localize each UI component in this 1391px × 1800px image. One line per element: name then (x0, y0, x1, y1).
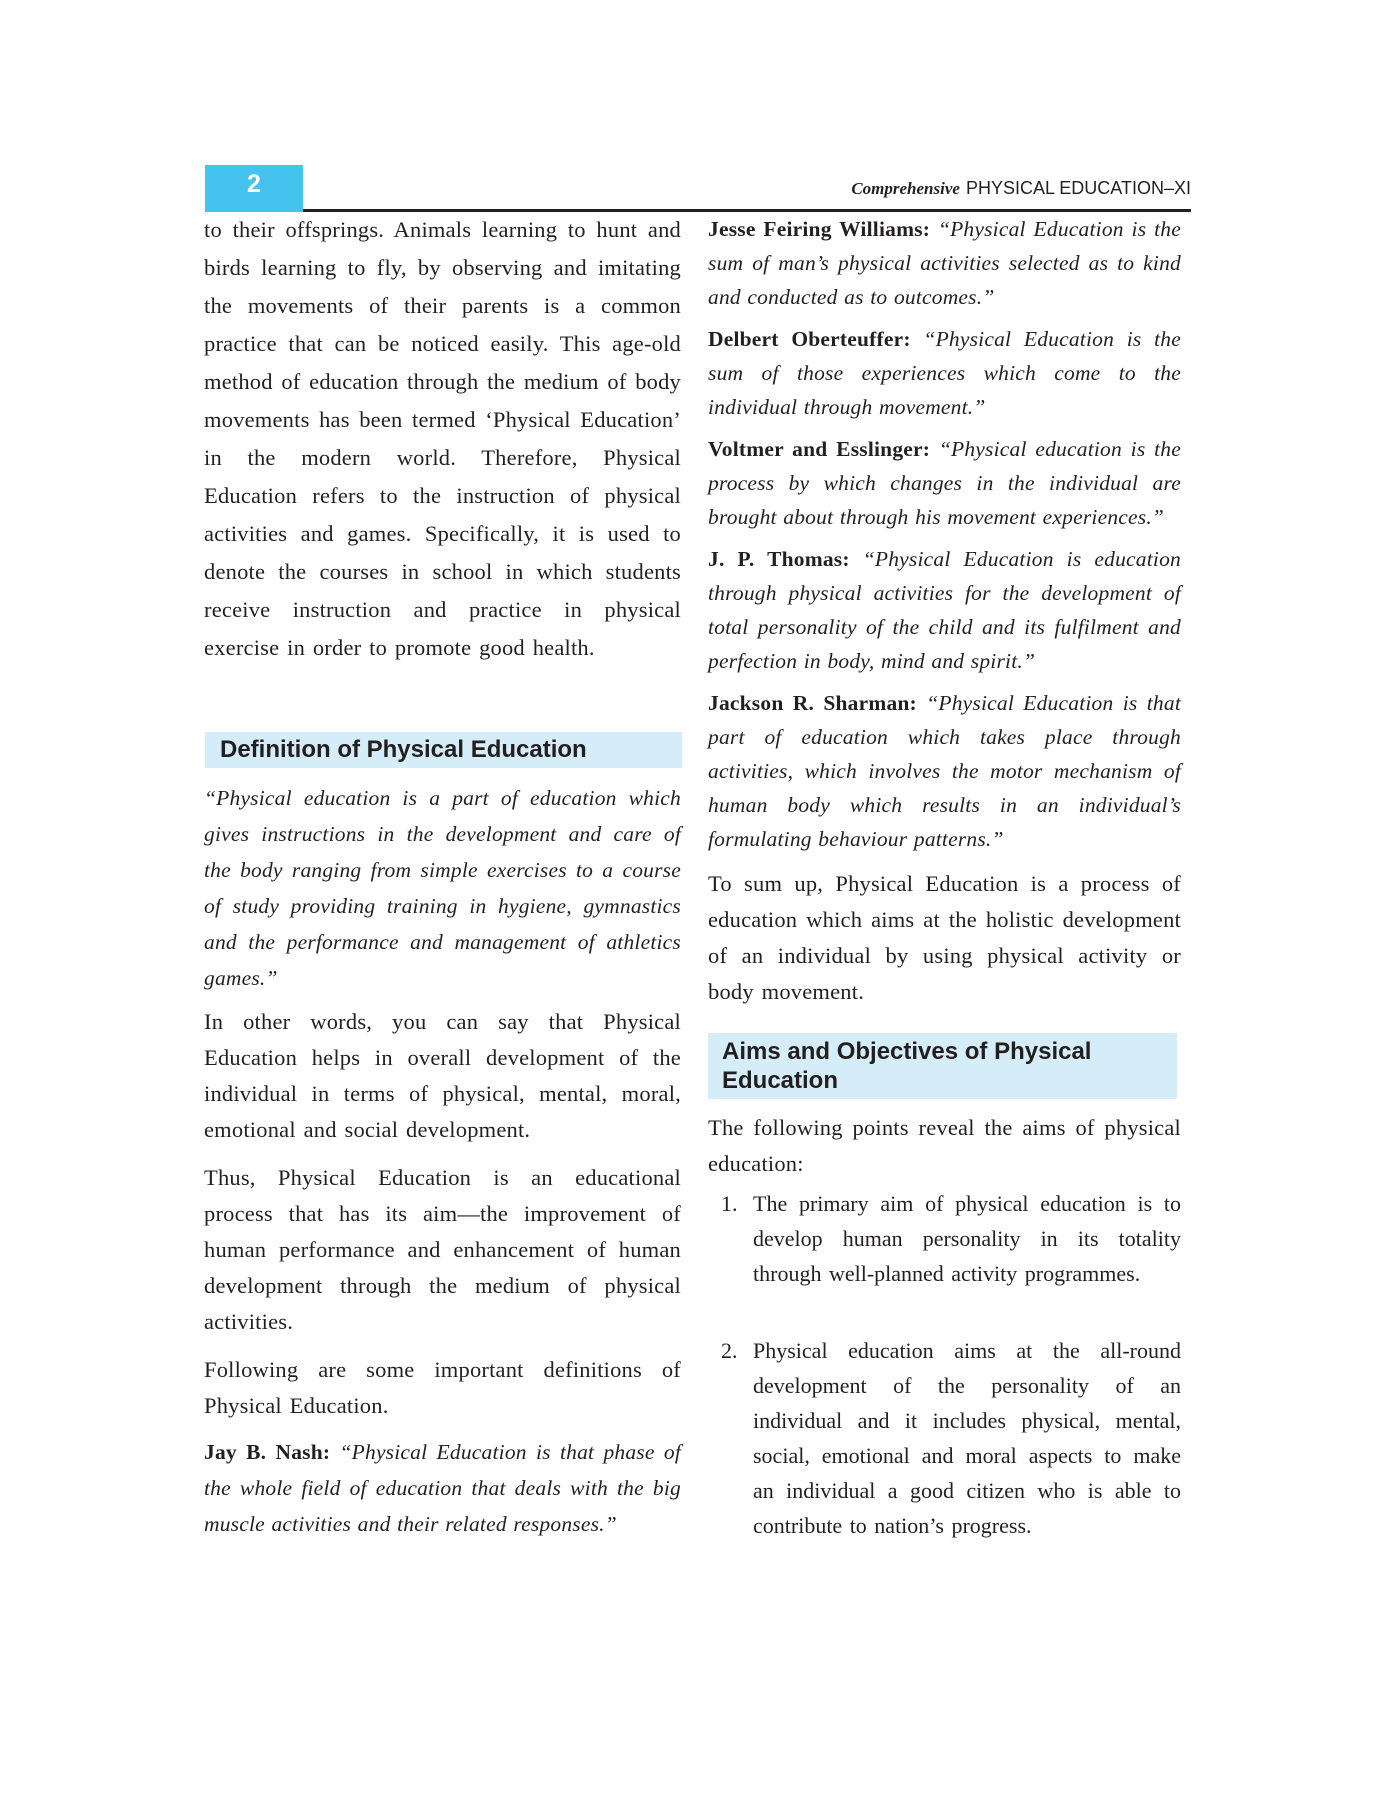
list-number: 2. (721, 1338, 738, 1363)
section-heading-definition-text: Definition of Physical Education (220, 736, 587, 763)
page-number: 2 (247, 170, 261, 198)
section-heading-definition (205, 732, 682, 768)
definition-voltmer-esslinger (708, 432, 1181, 534)
section-heading-aims-text: Aims and Objectives of Physical Education (722, 1038, 1092, 1094)
definition-quote: “Physical education is a part of education which gives instructions in the development and care of the body ranging from simple exercises to a course of study providing training in hygiene, gymnastics and the performance and management of athletics games.” (204, 786, 681, 990)
definition-quote-text: “Physical Education is the sum of those experiences which come to the individual through movement.” (708, 327, 1181, 419)
definition-author: Jesse Feiring Williams: (708, 217, 931, 241)
list-text: The primary aim of physical education is to develop human personality in its totality through well-planned activity programmes. (753, 1191, 1181, 1286)
definition-quote-text: “Physical Education is the sum of man’s physical activities selected as to kind and conducted as to outcomes.” (708, 217, 1181, 309)
intro-paragraph: to their offsprings. Animals learning to hunt and birds learning to fly, by observing and imitating the movements of their parents is a common practice that can be noticed easily. This age-old method of education through the medium of body movements has been termed ‘Physical Education’ in the modern world. Therefore, Physical Education refers to the instruction of physical activities and games. Specifically, it is used to denote the courses in school in which students receive instruction and practice in physical exercise in order to promote good health. (204, 217, 681, 660)
definition-quote-text: “Physical Education is that part of education which takes place through activities, which involves the motor mechanism of human body which results in an individual’s formulating behaviour patterns.” (708, 691, 1181, 851)
aims-intro: The following points reveal the aims of physical education: (708, 1115, 1181, 1176)
definition-author: Delbert Oberteuffer: (708, 327, 911, 351)
definition-quote-text: “Physical Education is education through physical activities for the development of total personality of the child and its fulfilment and perfection in body, mind and spirit.” (708, 547, 1182, 673)
book-title: PHYSICAL EDUCATION–XI (965, 178, 1191, 198)
definition-williams (708, 212, 1181, 314)
definition-author: Voltmer and Esslinger: (708, 437, 931, 461)
definition-quote-text: “Physical Education is that phase of the whole field of education that deals with the big muscle activities and their related responses.” (204, 1440, 681, 1536)
definition-thomas (708, 542, 1181, 678)
definition-author: J. P. Thomas: (708, 547, 850, 571)
list-text: Physical education aims at the all-round development of the personality of an individual and it includes physical, mental, social, emotional and moral aspects to make an individual a good citizen who is able to contribute to nation’s progress. (753, 1338, 1181, 1538)
aims-list-item (708, 1333, 1181, 1548)
summary-paragraph: To sum up, Physical Education is a process of education which aims at the holistic development of an individual by using physical activity or body movement. (708, 871, 1181, 1004)
paragraph-following: Following are some important definitions of Physical Education. (204, 1357, 681, 1418)
definition-sharman (708, 686, 1181, 856)
aims-list-item (708, 1186, 1181, 1326)
section-heading-aims (708, 1033, 1177, 1099)
paragraph-other-words: In other words, you can say that Physical Education helps in overall development of the individual in terms of physical, mental, moral, emotional and social development. (204, 1009, 681, 1142)
definition-author: Jay B. Nash: (204, 1440, 331, 1464)
definition-quote-text: “Physical education is the process by which changes in the individual are brought about through his movement experiences.” (708, 437, 1181, 529)
definition-oberteuffer (708, 322, 1181, 424)
definition-author: Jackson R. Sharman: (708, 691, 917, 715)
list-number: 1. (721, 1191, 738, 1216)
page-number-tab (205, 165, 303, 212)
paragraph-thus: Thus, Physical Education is an educational process that has its aim—the improvement of human performance and enhancement of human development through the medium of physical activities. (204, 1165, 681, 1334)
definition-nash (204, 1434, 681, 1542)
book-title-script: Comprehensive (851, 179, 960, 198)
running-head (851, 178, 1191, 202)
